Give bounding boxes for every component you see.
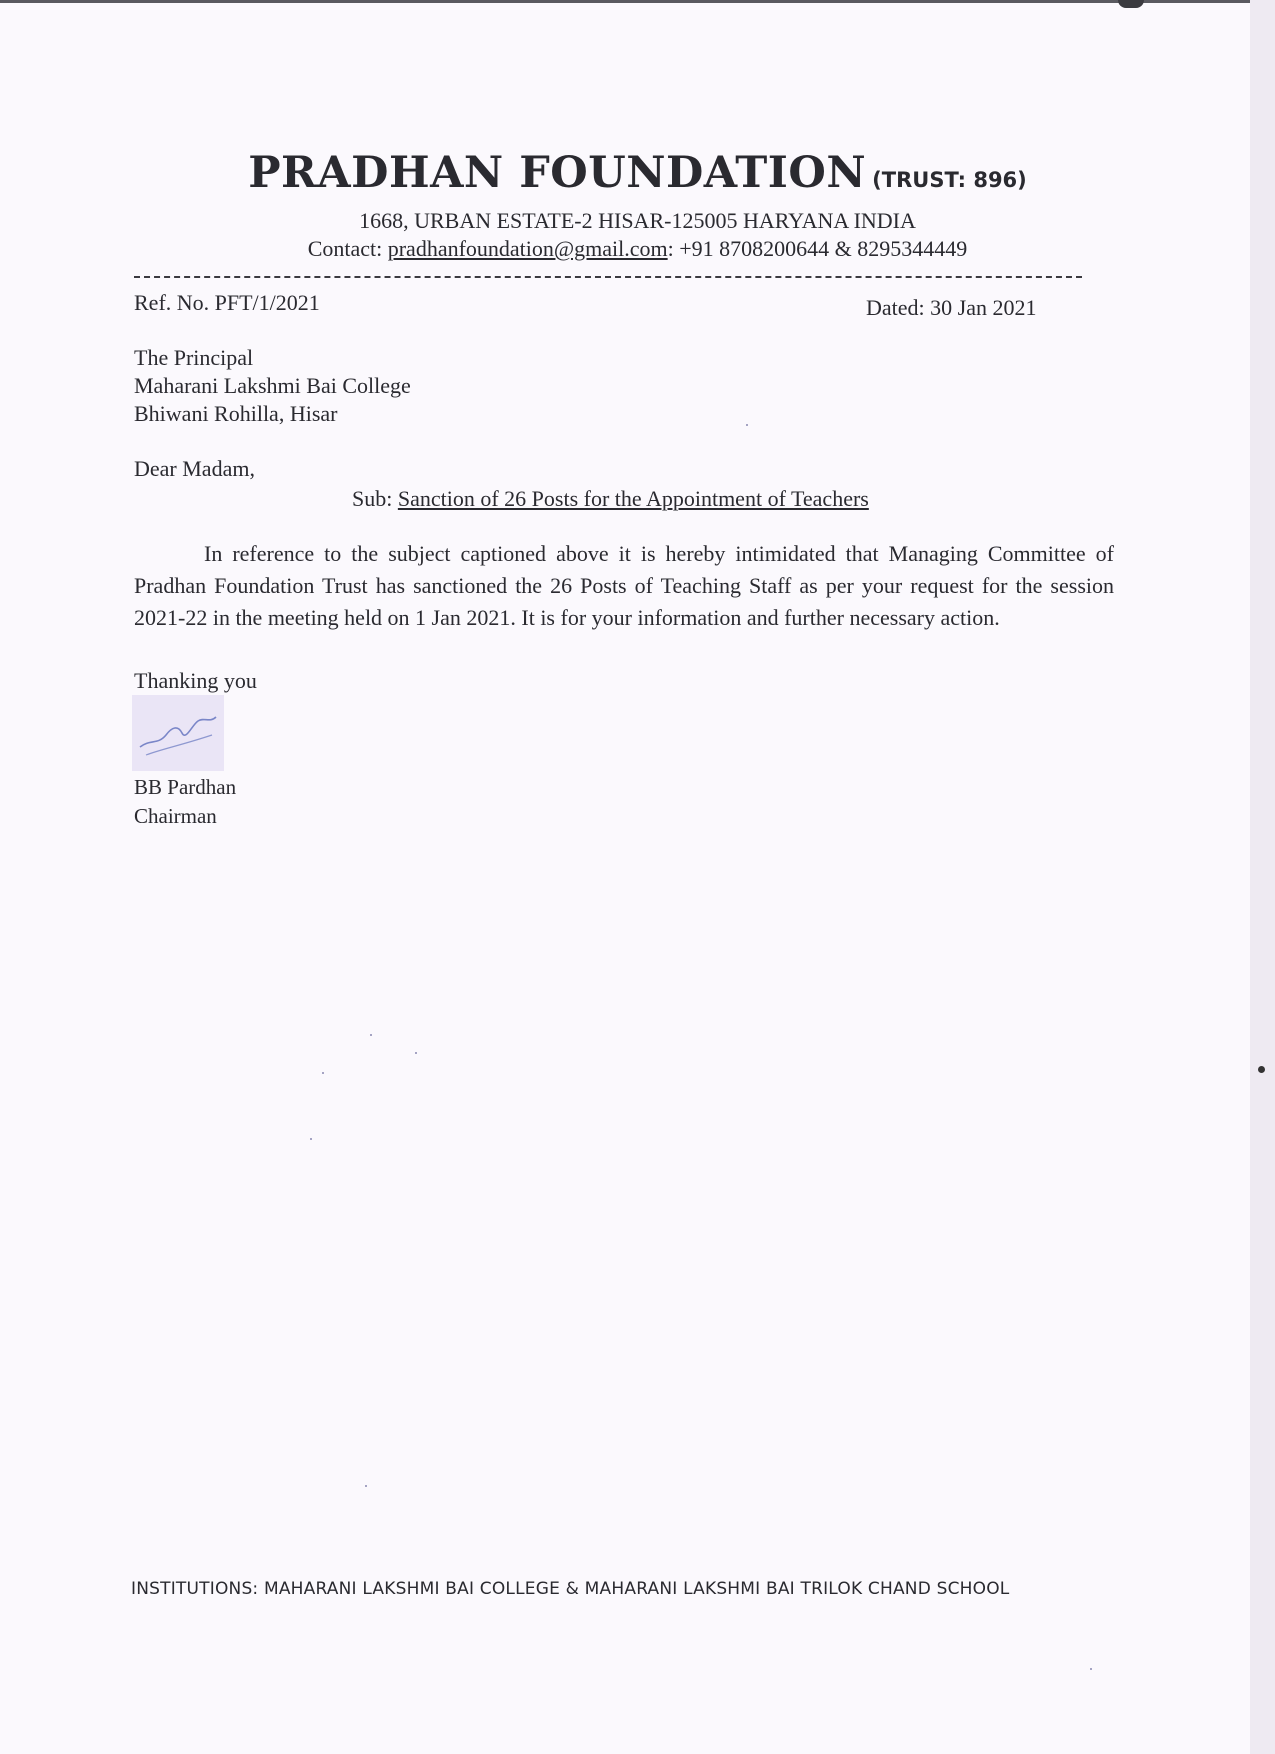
- signature-image: [132, 695, 224, 771]
- scan-speck: [322, 1072, 324, 1074]
- scan-speck: [365, 1485, 367, 1487]
- recipient-line: Maharani Lakshmi Bai College: [134, 373, 411, 398]
- scan-speck: [746, 424, 748, 426]
- scan-right-margin: [1250, 0, 1275, 1754]
- signer-title: Chairman: [134, 804, 217, 828]
- scan-speck: [1258, 1066, 1265, 1073]
- closing-line: Thanking you: [134, 668, 257, 693]
- salutation: Dear Madam,: [134, 456, 255, 481]
- recipient-line: Bhiwani Rohilla, Hisar: [134, 401, 338, 426]
- reference-number: Ref. No. PFT/1/2021: [134, 290, 320, 315]
- scan-smudge: [1118, 0, 1144, 8]
- subject-label: Sub:: [352, 486, 398, 511]
- recipient-address: [134, 344, 411, 428]
- org-address: 1668, URBAN ESTATE-2 HISAR-125005 HARYANA INDIA: [359, 208, 916, 233]
- scan-speck: [1090, 1668, 1092, 1670]
- scan-top-edge: [0, 0, 1250, 3]
- trust-number: (TRUST: 896): [872, 168, 1027, 192]
- letter-date: Dated: 30 Jan 2021: [866, 295, 1037, 320]
- letter-body: In reference to the subject captioned above it is hereby intimidated that Managing Committee of Pradhan Foundation Trust has sanctioned the 26 Posts of Teaching Staff as per your request for the session 2021-22 in the meeting held on 1 Jan 2021. It is for your information and further necessary action.: [134, 541, 1114, 630]
- scan-speck: [415, 1052, 417, 1054]
- contact-email: pradhanfoundation@gmail.com: [387, 236, 668, 261]
- letterhead-divider: [134, 276, 1082, 278]
- contact-phone: : +91 8708200644 & 8295344449: [667, 236, 968, 261]
- footer-institutions: INSTITUTIONS: MAHARANI LAKSHMI BAI COLLEGE & MAHARANI LAKSHMI BAI TRILOK CHAND SCHOOL: [131, 1579, 1010, 1599]
- org-name: PRADHAN FOUNDATION: [248, 148, 867, 198]
- subject-text: Sanction of 26 Posts for the Appointment of Teachers: [397, 486, 869, 511]
- contact-label: Contact:: [307, 236, 388, 261]
- subject-line: [352, 486, 869, 512]
- letterhead-title: [0, 148, 1275, 198]
- recipient-line: The Principal: [134, 345, 254, 370]
- scan-speck: [370, 1034, 372, 1036]
- org-contact: [0, 236, 1275, 262]
- scan-speck: [310, 1138, 312, 1140]
- signer-name: BB Pardhan: [134, 775, 237, 799]
